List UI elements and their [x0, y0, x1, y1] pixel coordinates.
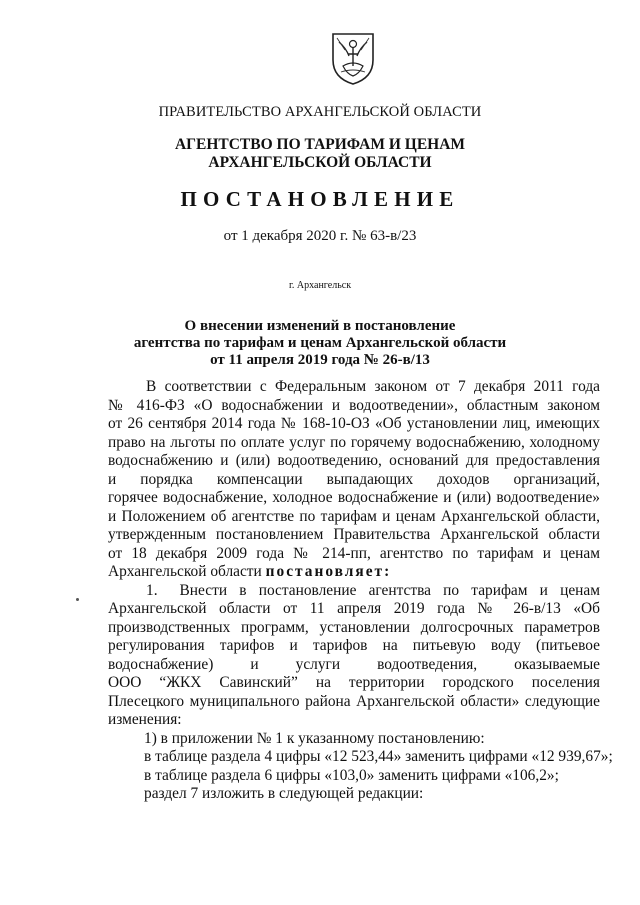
margin-mark [76, 598, 79, 601]
paragraph-line: Архангельской области от 11 апреля 2019 года № 26-в/13 «Об [108, 600, 600, 617]
item-number: 1. [146, 581, 158, 599]
agency-name-line1: АГЕНТСТВО ПО ТАРИФАМ И ЦЕНАМ [174, 136, 466, 153]
paragraph-line: Плесецкого муниципального района Архангельской области» следующие [108, 692, 600, 710]
subject-line2: агентства по тарифам и ценам Архангельской области [133, 335, 507, 351]
paragraph-text: Архангельской области [108, 563, 266, 580]
paragraph-line: право на льготы по оплате услуг по горячему водоснабжению, холодному [108, 433, 600, 451]
agency-name [0, 136, 640, 172]
paragraph-line: от 26 сентября 2014 года № 168-10-ОЗ «Об установлении лиц, имеющих [108, 415, 600, 432]
paragraph-last-line: изменения: [108, 711, 182, 728]
agency-name-line2: АРХАНГЕЛЬСКОЙ ОБЛАСТИ [208, 154, 432, 171]
paragraph-line: регулирования тарифов и тарифов на питьевую воду (питьевое [108, 637, 600, 654]
paragraph-line: № 416-ФЗ «О водоснабжении и водоотведении», областным законом [108, 396, 600, 414]
document-subject [0, 318, 640, 369]
document-city: г. Архангельск [288, 280, 352, 291]
paragraph-last-line [108, 563, 600, 582]
document-body [108, 378, 613, 804]
subject-line3: от 11 апреля 2019 года № 26-в/13 [210, 352, 430, 368]
document-date-number: от 1 декабря 2020 г. № 63-в/23 [223, 228, 417, 244]
paragraph-line: от 18 декабря 2009 года № 214-пп, агентство по тарифам и ценам [108, 544, 600, 562]
resolves-keyword: постановляет: [265, 563, 392, 580]
paragraph-text: Внести в постановление агентства по тарифам и ценам [179, 581, 600, 599]
list-item: 1) в приложении № 1 к указанному постановлению: [144, 729, 485, 747]
paragraph-line: водоснабжение) и услуги водоотведения, оказываемые [108, 655, 600, 673]
list-item: в таблице раздела 6 цифры «103,0» заменить цифрами «106,2»; [144, 766, 559, 784]
paragraph-line: производственных программ, установлении долгосрочных параметров [108, 618, 600, 636]
list-item: раздел 7 изложить в следующей редакции: [144, 785, 424, 802]
list-item: в таблице раздела 4 цифры «12 523,44» заменить цифрами «12 939,67»; [144, 748, 613, 765]
coat-of-arms-icon [329, 30, 377, 86]
paragraph-line [108, 582, 600, 601]
paragraph-line: и порядка компенсации выпадающих доходов организаций, [108, 470, 600, 488]
subject-line1: О внесении изменений в постановление [184, 318, 456, 334]
paragraph-line: и Положением об агентстве по тарифам и ценам Архангельской области, [108, 507, 600, 525]
paragraph-line: утвержденным постановлением Правительства Архангельской области [108, 526, 600, 543]
paragraph-line: водоснабжению и (или) водоотведению, оснований для предоставления [108, 452, 600, 469]
paragraph-line: горячее водоснабжение, холодное водоснабжение и (или) водоотведение» [108, 489, 600, 506]
document-type: ПОСТАНОВЛЕНИЕ [180, 187, 460, 211]
paragraph-line: ООО “ЖКХ Савинский” на территории городского поселения [108, 674, 600, 691]
paragraph-line: В соответствии с Федеральным законом от 7 декабря 2011 года [146, 378, 600, 395]
government-name: ПРАВИТЕЛЬСТВО АРХАНГЕЛЬСКОЙ ОБЛАСТИ [158, 104, 482, 120]
